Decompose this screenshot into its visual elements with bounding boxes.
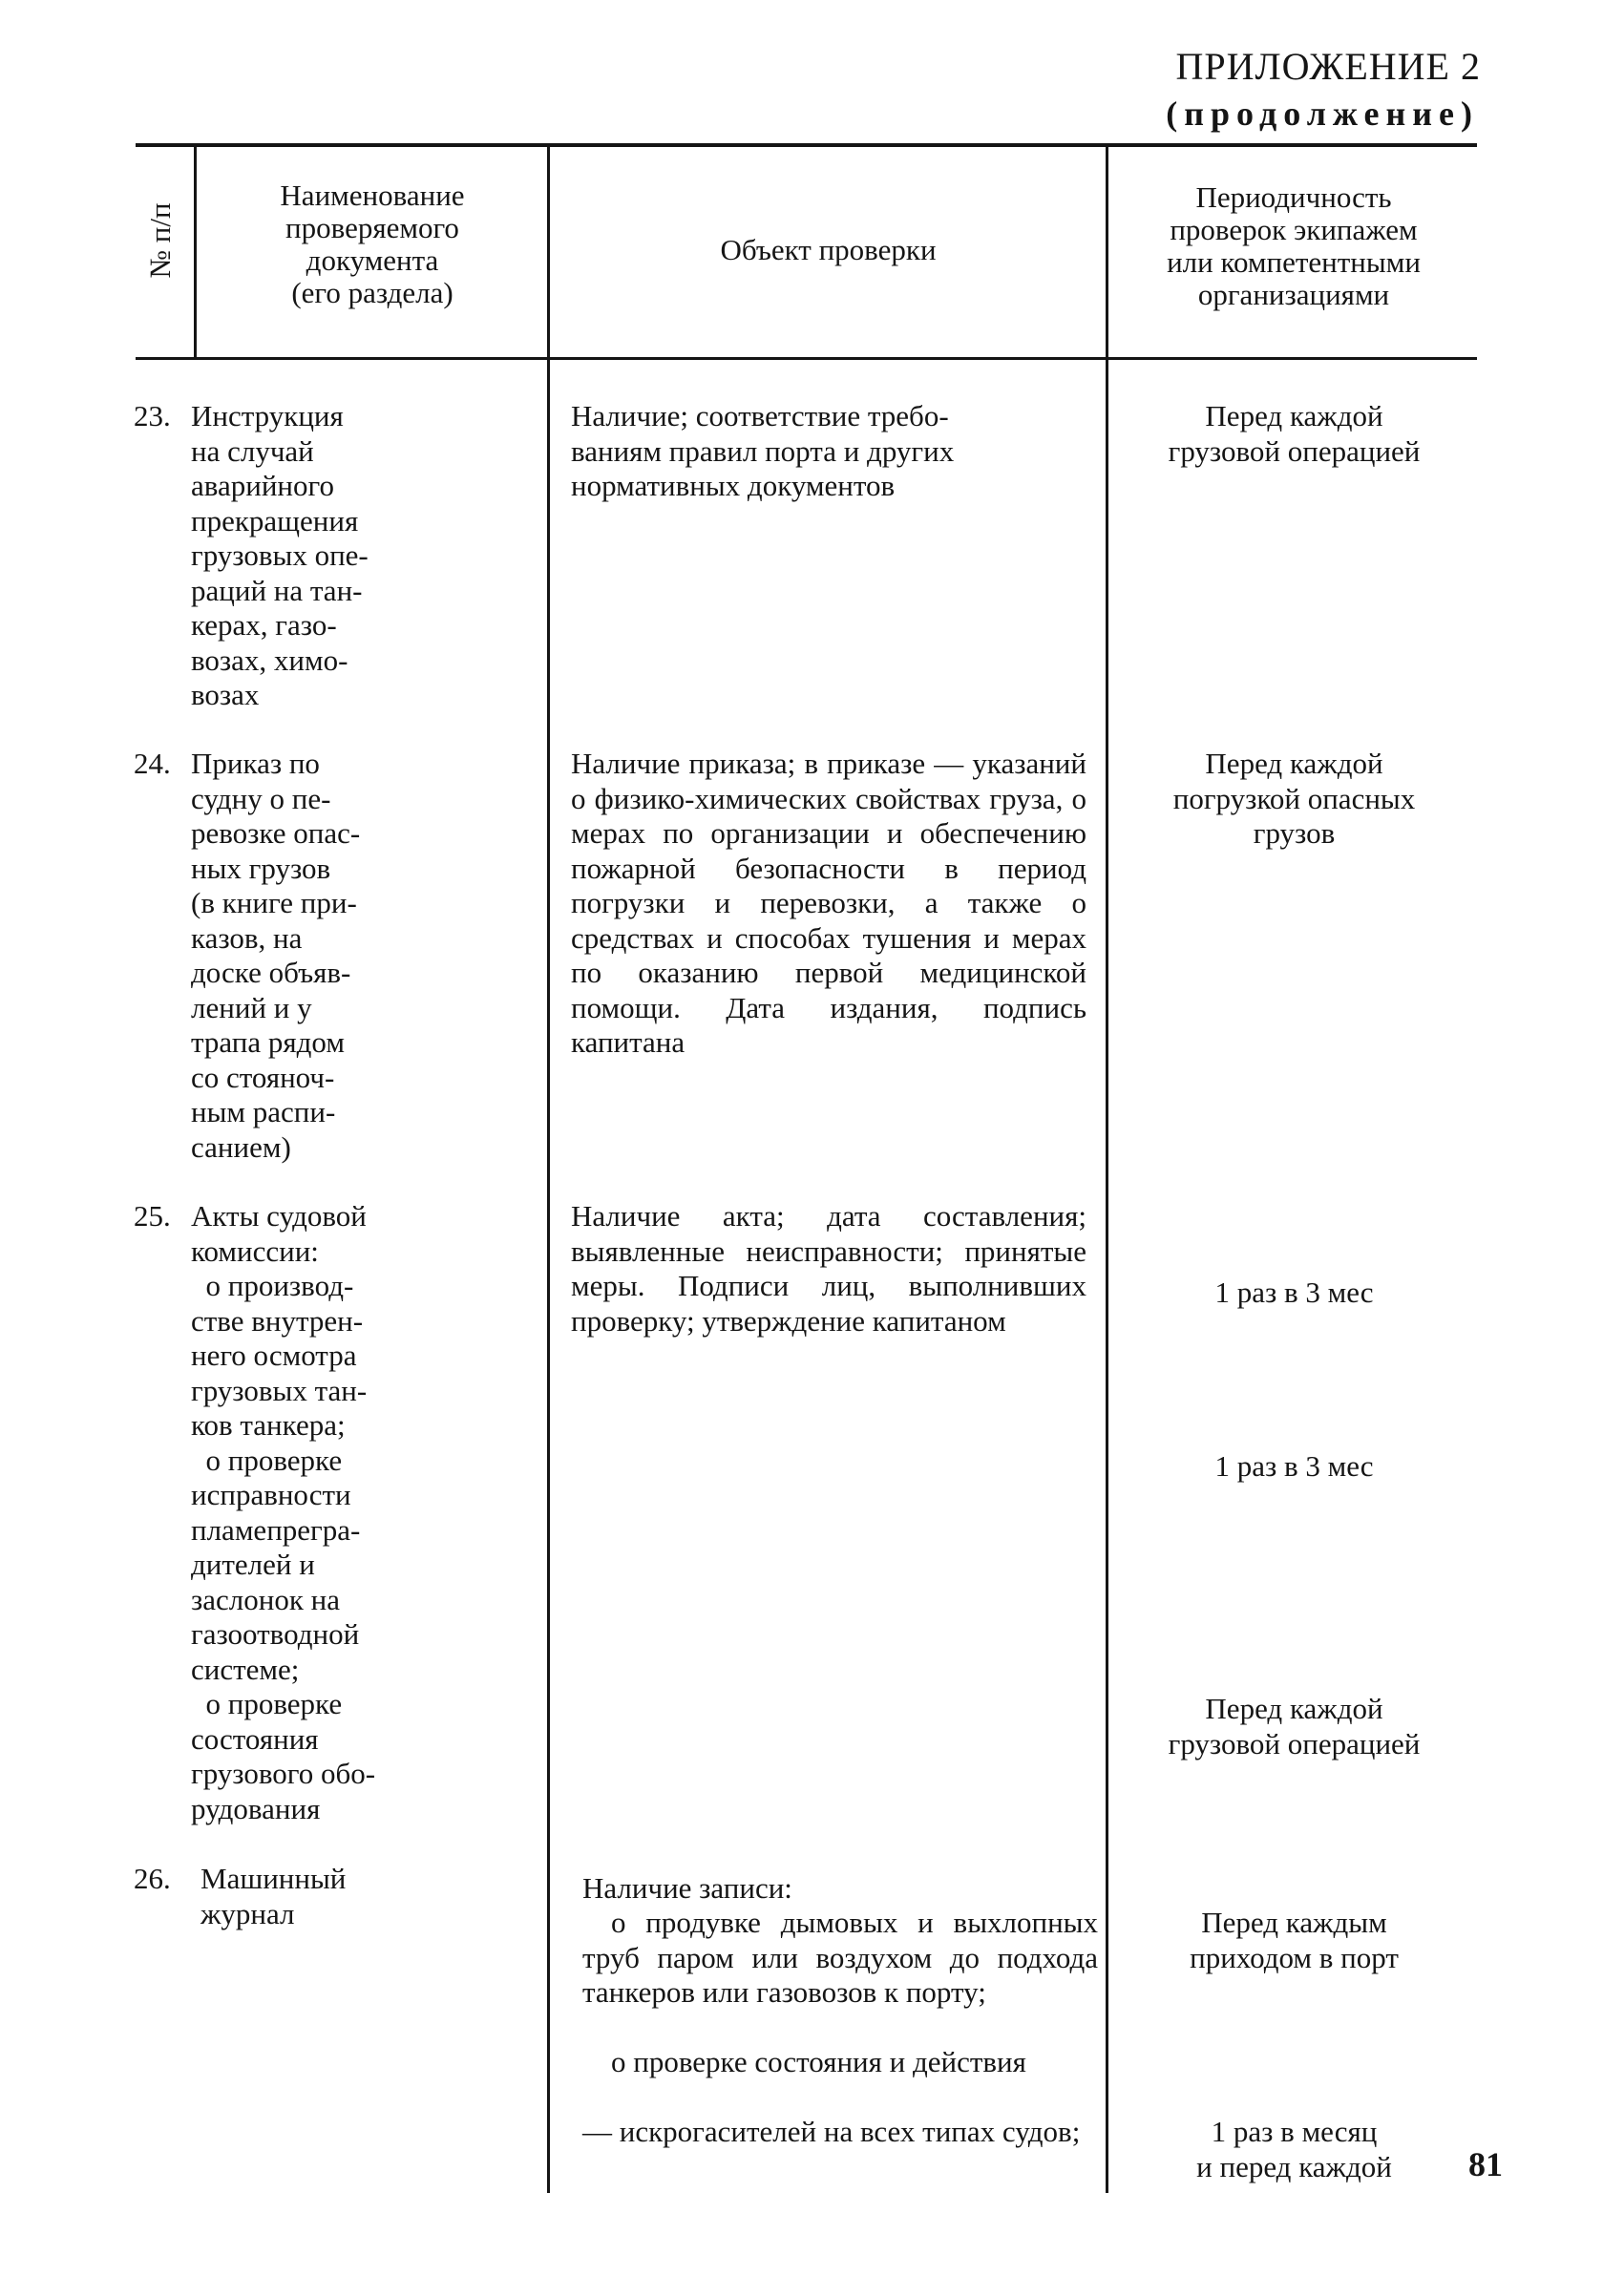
appendix-title: ПРИЛОЖЕНИЕ 2 <box>1175 45 1481 88</box>
column-header-object: Объект проверки <box>720 233 937 266</box>
column-divider-2 <box>547 145 550 2193</box>
row-24-document: Приказ по судну о пе- ревозке опас- ных грузов (в книге при- казов, на доске объяв- лений и у трапа рядом со стояноч- ным распи- санием) <box>191 747 361 1164</box>
column-header-period: Периодичность проверок экипажем или компетентными организациями <box>1167 180 1421 311</box>
column-header-document: Наименование проверяемого документа (его раздела) <box>280 179 465 309</box>
appendix-subtitle: (продолжение) <box>1166 95 1479 133</box>
row-25-period-internal-inspection: 1 раз в 3 мес <box>1214 1276 1374 1309</box>
table-header-rule <box>136 357 1477 360</box>
row-23-object: Наличие; соответствие требо- ваниям правил порта и других нормативных документов <box>571 399 955 502</box>
row-26-document: Машинный журнал <box>200 1862 347 1930</box>
row-26-number: 26. <box>134 1862 171 1895</box>
row-25-document: Акты судовой комиссии: о производ- стве внутрен- него осмотра грузовых тан- ков танкера; о проверке исправности пламепрегра- дителей и заслонок на газоотводной системе; о проверке состояния грузового обо- рудования <box>191 1199 376 1825</box>
row-25-period-flame-arrester: 1 раз в 3 мес <box>1214 1449 1374 1483</box>
column-divider-1 <box>194 145 197 357</box>
row-25-period-cargo-equipment: Перед каждой грузовой операцией <box>1168 1692 1421 1760</box>
column-header-number: № п/п <box>143 202 177 279</box>
row-23-number: 23. <box>134 399 171 432</box>
row-26-object-intro: Наличие записи: <box>582 1871 792 1905</box>
row-25-number: 25. <box>134 1199 171 1233</box>
row-23-period: Перед каждой грузовой операцией <box>1168 399 1421 468</box>
row-26-object-spark-arresters: — искрогасителей на всех типах судов; <box>582 2115 1081 2148</box>
table-top-rule <box>136 143 1477 147</box>
column-divider-3 <box>1106 145 1108 2193</box>
row-23-document: Инструкция на случай аварийного прекращения грузовых опе- раций на тан- керах, газо- возах, химо- возах <box>191 399 369 711</box>
row-24-period: Перед каждой погрузкой опасных грузов <box>1172 747 1416 850</box>
row-26-period-purge: Перед каждым приходом в порт <box>1190 1906 1399 1974</box>
row-26-object-purge: о продувке дымовых и выхлопных труб паром или воздухом до подхода танкеров или газовозов к порту; <box>582 1906 1098 2009</box>
row-24-number: 24. <box>134 747 171 780</box>
row-25-object: Наличие акта; дата составления; выявленные неисправности; принятые меры. Подписи лиц, выполнивших проверку; утверждение капитаном <box>571 1199 1086 1338</box>
row-26-period-spark-arresters: 1 раз в месяц и перед каждой <box>1196 2115 1392 2183</box>
row-24-object: Наличие приказа; в приказе — указаний о физико-химических свойствах груза, о мерах по организации и обеспечению пожарной безопасности в период погрузки и перевозки, а также о средствах и способах тушения и мерах по оказанию первой медицинской помощи. Дата издания, подпись капитана <box>571 747 1086 1059</box>
row-26-object-check: о проверке состояния и действия <box>611 2045 1026 2078</box>
page-number: 81 <box>1468 2145 1503 2183</box>
